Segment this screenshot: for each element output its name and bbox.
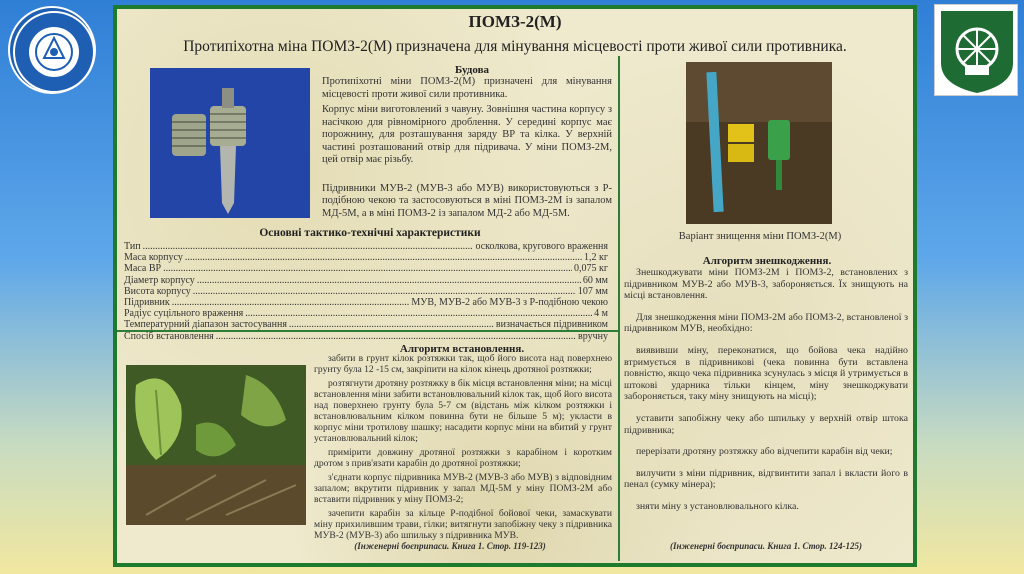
structure-paragraph: Корпус міни виготовлений з чавуну. Зовнішня частина корпусу з насічкою для рівномірного дроблення. У середині корпус має порожнину, для розташування заряду ВР та кілка. У верхній частині розташований отвір для підривача. У міни ПОМЗ-2М, цей отвір має різьбу.	[322, 104, 612, 165]
destroy-step: Знешкоджувати міни ПОМЗ-2М і ПОМЗ-2, встановлених з підривником МУВ-2 або МУВ-3, забороняється. Їх знищують на місці встановлення.	[624, 267, 908, 302]
structure-text	[322, 76, 612, 223]
install-step: з'єднати корпус підривника МУВ-2 (МУВ-3 або МУВ) з відповідним запалом; вкрутити підривник у запал МД-5М у міну ПОМЗ-2М або вставити підривник у міну ПОМЗ-2;	[314, 472, 612, 505]
poster-title: ПОМЗ-2(М)	[468, 12, 562, 31]
install-step: розтягнути дротяну розтяжку в бік місця встановлення міни; на місці встановлення міни забити встановлювальний кілок так, щоб його висота над поверхнею грунту була 5-7 см (відстань між кілком розтяжки і встановлювальним кілком повинна бути не більше 5 м); укласти в корпус міни тротилову шашку; насадити корпус міни на вбитий у грунт установлювальний кілок;	[314, 378, 612, 444]
destroy-step: уставити запобіжну чеку або шпильку у верхній отвір штока підривника;	[624, 412, 908, 436]
poster-subtitle: Протипіхотна міна ПОМЗ-2(М) призначена для мінування місцевості проти живої сили противника.	[183, 38, 847, 55]
destroy-step: перерізати дротяну розтяжку або відчепити карабін від чеки;	[636, 446, 893, 458]
specs-heading: Основні тактико-технічні характеристики	[259, 227, 481, 239]
spec-row: Маса ВР ..... 0,075 кг	[124, 263, 608, 274]
destruction-photo-caption: Варіант знищення міни ПОМЗ-2(М)	[678, 231, 842, 242]
install-step: примірити довжину дротяної розтяжки з карабіном і коротким дротом з прив'язати карабін до дротяної розтяжки;	[314, 447, 612, 469]
structure-paragraph: Підривники МУВ-2 (МУВ-3 або МУВ) використовуються з Р-подібною чекою та застосовуються в міні ПОМЗ-2М із запалом МД-5М, а в міні ПОМЗ-2 із запалом МД-2 або МД-5М.	[322, 182, 612, 219]
destroy-step: зняти міну з установлювального кілка.	[636, 500, 799, 512]
destroy-text	[624, 267, 908, 516]
spec-row: Радіус суцільного враження ..... 4 м	[124, 308, 608, 319]
destroy-heading: Алгоритм знешкодження.	[702, 255, 832, 267]
installation-photo	[126, 365, 306, 525]
install-heading: Алгоритм встановлення.	[399, 343, 525, 355]
spec-row: Діаметр корпусу ..... 60 мм	[124, 275, 608, 286]
university-logo	[8, 6, 96, 94]
structure-paragraph: Протипіхотні міни ПОМЗ-2(М) призначені для мінування місцевості проти живої сили противника.	[322, 76, 612, 100]
destroy-step: Для знешкодження міни ПОМЗ-2М або ПОМЗ-2, встановленої з підривником МУВ, необхідно:	[624, 311, 908, 335]
install-step: забити в грунт кілок розтяжки так, щоб його висота над поверхнею грунту була 12 -15 см, закріпити на кілок кінець дротяної розтяжки;	[314, 353, 612, 375]
spec-row: Підривник ..... МУВ, МУВ-2 або МУВ-3 з Р-подібною чекою	[124, 297, 608, 308]
divider-vertical	[618, 56, 620, 561]
install-citation: (Інженерні боєприпаси. Книга 1. Стор. 119-123)	[354, 541, 546, 551]
specs-table	[124, 241, 608, 342]
spec-row: Висота корпусу ..... 107 мм	[124, 286, 608, 297]
install-step: зачепити карабін за кільце Р-подібної бойової чеки, замаскувати міну прихилившим трави, гілки; витягнути запобіжну чеку з підривника МУВ-2 (МУВ-3) або шпильку з підривника МУВ.	[314, 508, 612, 541]
destroy-step: виявивши міну, переконатися, що бойова чека надійно втримується в підривникові (чека повинна бути вставлена повністю, якщо чека підривника зсунулась з місця й утримується в штокові ударника тільки кінцем, міну знешкоджувати забороняється, таку міну знищують на місці);	[624, 344, 908, 403]
destroy-citation: (Інженерні боєприпаси. Книга 1. Стор. 124-125)	[670, 541, 862, 551]
mine-photo	[150, 68, 310, 218]
spec-row: Температурний діапазон застосування ..... визначається підривником	[124, 319, 608, 330]
spec-row: Спосіб встановлення ..... вручну	[124, 331, 608, 342]
install-text	[314, 353, 612, 544]
spec-row: Маса корпусу ..... 1,2 кг	[124, 252, 608, 263]
destruction-photo	[686, 62, 832, 224]
structure-heading: Будова	[454, 64, 490, 76]
emblem-logo	[934, 4, 1018, 96]
spec-row: Тип ..... осколкова, кругового враження	[124, 241, 608, 252]
destroy-step: вилучити з міни підривник, відгвинтити запал і вкласти його в пенал (сумку мінера);	[624, 467, 908, 491]
